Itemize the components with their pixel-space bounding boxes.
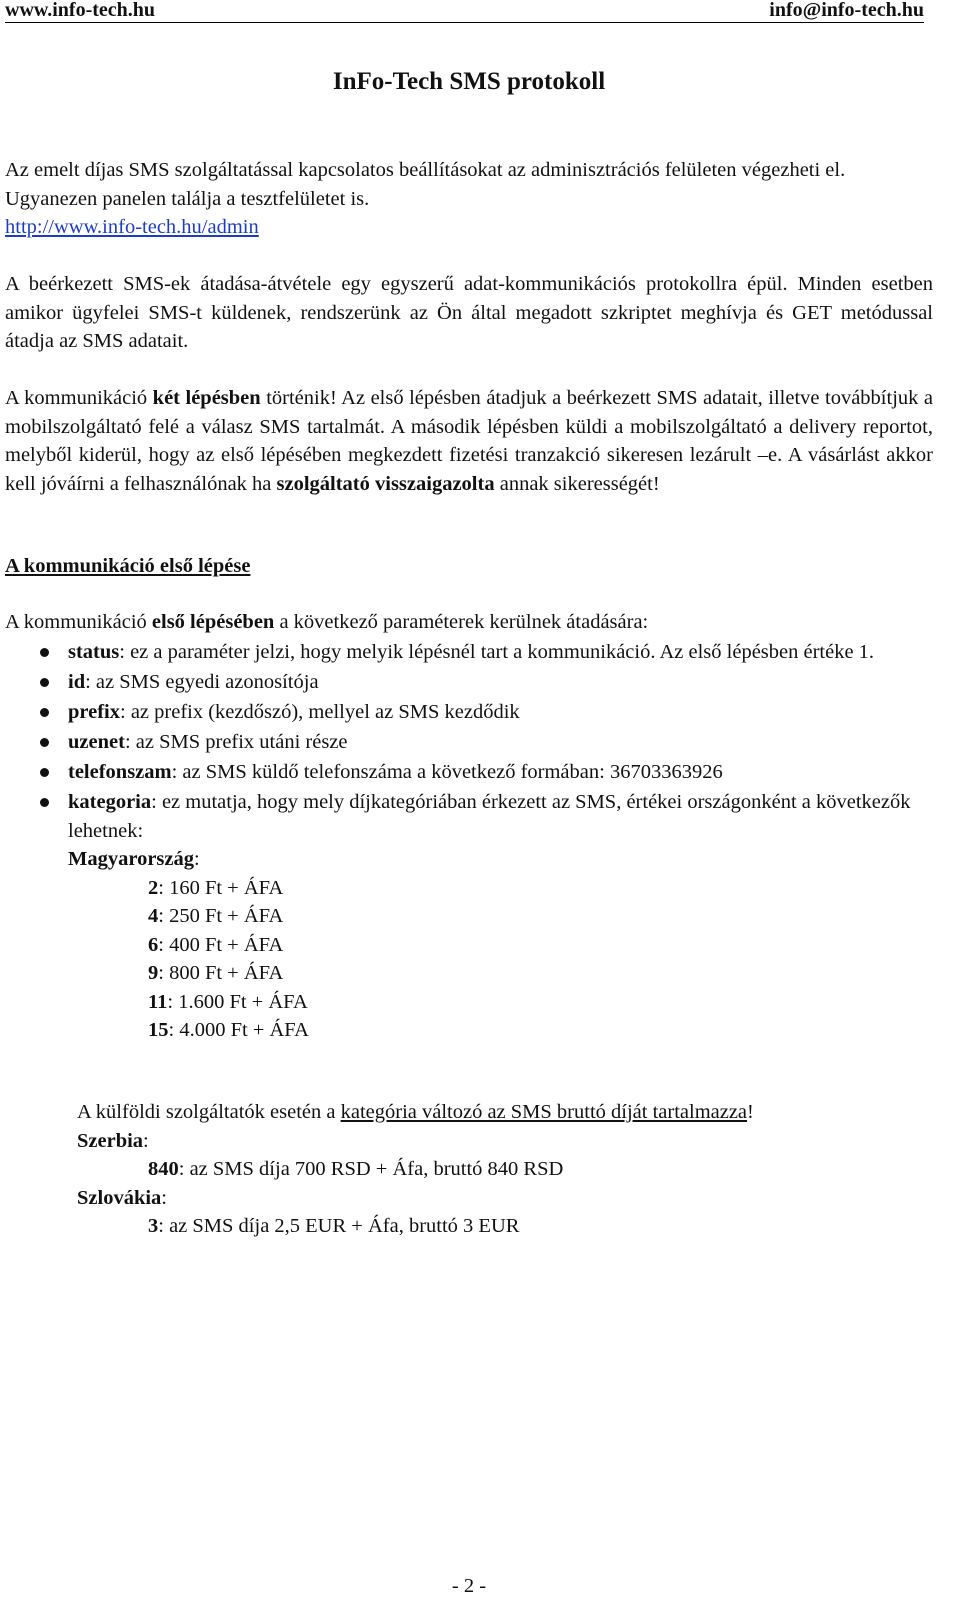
price-code: 2 bbox=[148, 876, 159, 899]
price-item bbox=[68, 988, 920, 1017]
price-text: : 4.000 Ft + ÁFA bbox=[168, 1019, 309, 1041]
param-name: prefix bbox=[68, 701, 121, 723]
price-item bbox=[68, 902, 920, 931]
bullet-icon bbox=[40, 708, 49, 717]
price-item bbox=[68, 959, 920, 988]
serbia-colon: : bbox=[143, 1129, 149, 1152]
slovakia-colon: : bbox=[161, 1186, 167, 1209]
intro-paragraph bbox=[5, 156, 933, 242]
param-name: uzenet bbox=[68, 731, 125, 753]
two-step-text-1: A kommunikáció bbox=[5, 387, 153, 409]
param-name: status bbox=[68, 641, 120, 663]
list-item bbox=[0, 758, 920, 787]
price-item bbox=[68, 1016, 920, 1045]
header-email: info@info-tech.hu bbox=[769, 0, 924, 21]
serbia-text: : az SMS díja 700 RSD + Áfa, bruttó 840 RSD bbox=[178, 1158, 564, 1180]
params-intro bbox=[5, 608, 933, 637]
param-desc: : az SMS egyedi azonosítója bbox=[85, 671, 319, 693]
list-item bbox=[0, 788, 920, 1045]
hungary-label: Magyarország bbox=[68, 848, 195, 870]
slovakia-text: : az SMS díja 2,5 EUR + Áfa, bruttó 3 EUR bbox=[158, 1215, 520, 1237]
list-item bbox=[0, 698, 920, 727]
bullet-icon bbox=[40, 738, 49, 747]
param-desc: : ez a paraméter jelzi, hogy melyik lépésnél tart a kommunikáció. Az első lépésben értéke 1. bbox=[119, 641, 875, 663]
foreign-providers-block bbox=[77, 1098, 917, 1241]
price-text: : 160 Ft + ÁFA bbox=[158, 876, 284, 899]
two-step-bold-2: szolgáltató visszaigazolta bbox=[276, 472, 495, 495]
serbia-label: Szerbia bbox=[77, 1129, 144, 1152]
price-text: : 1.600 Ft + ÁFA bbox=[167, 990, 308, 1013]
params-intro-bold: első lépésében bbox=[151, 611, 275, 633]
hungary-colon: : bbox=[194, 848, 200, 870]
slovakia-price bbox=[77, 1212, 917, 1241]
bullet-icon bbox=[40, 798, 49, 807]
price-code: 9 bbox=[148, 962, 159, 984]
two-step-bold-1: két lépésben bbox=[152, 387, 261, 409]
page-number: - 2 - bbox=[451, 1575, 487, 1597]
param-desc: : az prefix (kezdőszó), mellyel az SMS kezdődik bbox=[120, 701, 520, 723]
params-intro-text-2: a következő paraméterek kerülnek átadására: bbox=[274, 611, 649, 633]
document-title: InFo-Tech SMS protokoll bbox=[332, 68, 606, 95]
serbia-price bbox=[77, 1155, 917, 1184]
param-desc: : az SMS küldő telefonszáma a következő formában: 36703363926 bbox=[171, 761, 723, 783]
slovakia-label: Szlovákia bbox=[77, 1186, 162, 1209]
param-desc: : az SMS prefix utáni része bbox=[124, 731, 348, 753]
two-step-text-2: történik! Az első lépésben átadjuk a beérkezett SMS adatait, illetve továbbítjuk a mobilszolgáltató felé a válasz SMS tartalmát. A második lépésben küldi a mobilszolgáltató a delivery reportot, melyből kiderül, hogy az első lépésében megkezdett fizetési tranzakció sikeresen lezárult –e. A vásárlást akkor kell jóváírni a felhasználónak ha bbox=[5, 387, 934, 495]
price-item bbox=[68, 874, 920, 903]
bullet-icon bbox=[40, 648, 49, 657]
two-step-paragraph bbox=[5, 384, 933, 498]
header-website: www.info-tech.hu bbox=[5, 0, 156, 21]
section-heading: A kommunikáció első lépése bbox=[5, 555, 251, 577]
intro-text: Az emelt díjas SMS szolgáltatással kapcsolatos beállításokat az adminisztrációs felületen végezheti el. Ugyanezen panelen találja a tesztfelületet is. bbox=[5, 159, 846, 210]
two-step-text-3: annak sikerességét! bbox=[494, 472, 660, 495]
price-code: 6 bbox=[148, 933, 159, 956]
list-item bbox=[0, 638, 920, 667]
admin-link[interactable]: http://www.info-tech.hu/admin bbox=[5, 216, 259, 238]
protocol-paragraph: A beérkezett SMS-ek átadása-átvétele egy egyszerű adat-kommunikációs protokollra épül. Minden esetben amikor ügyfelei SMS-t küldenek, rendszerünk az Ön által megadott szkriptet meghívja és GET metódussal átadja az SMS adatait. bbox=[5, 273, 933, 352]
foreign-note-end: ! bbox=[747, 1101, 754, 1123]
price-item bbox=[68, 931, 920, 960]
price-code: 4 bbox=[148, 905, 159, 927]
slovakia-heading bbox=[77, 1184, 917, 1213]
price-text: : 250 Ft + ÁFA bbox=[158, 905, 284, 927]
param-desc: : ez mutatja, hogy mely díjkategóriában érkezett az SMS, értékei országonként a következők lehetnek: bbox=[68, 791, 911, 842]
foreign-note-underlined: kategória változó az SMS bruttó díját tartalmazza bbox=[340, 1101, 748, 1123]
param-name: kategoria bbox=[68, 791, 152, 813]
list-item bbox=[0, 728, 920, 757]
parameter-list bbox=[0, 638, 920, 1046]
price-code: 15 bbox=[148, 1019, 169, 1041]
param-name: id bbox=[68, 671, 86, 693]
serbia-heading bbox=[77, 1127, 917, 1156]
price-code: 11 bbox=[148, 990, 168, 1013]
foreign-note-text: A külföldi szolgáltatók esetén a bbox=[77, 1101, 341, 1123]
page-header bbox=[5, 0, 924, 23]
price-text: : 800 Ft + ÁFA bbox=[158, 962, 284, 984]
serbia-code: 840 bbox=[148, 1158, 179, 1180]
foreign-note bbox=[77, 1098, 917, 1127]
param-name: telefonszam bbox=[68, 761, 172, 783]
params-intro-text-1: A kommunikáció bbox=[5, 611, 152, 633]
list-item bbox=[0, 668, 920, 697]
hungary-price-list bbox=[68, 874, 920, 1045]
price-text: : 400 Ft + ÁFA bbox=[158, 933, 284, 956]
bullet-icon bbox=[40, 678, 49, 687]
slovakia-code: 3 bbox=[148, 1215, 159, 1237]
bullet-icon bbox=[40, 768, 49, 777]
